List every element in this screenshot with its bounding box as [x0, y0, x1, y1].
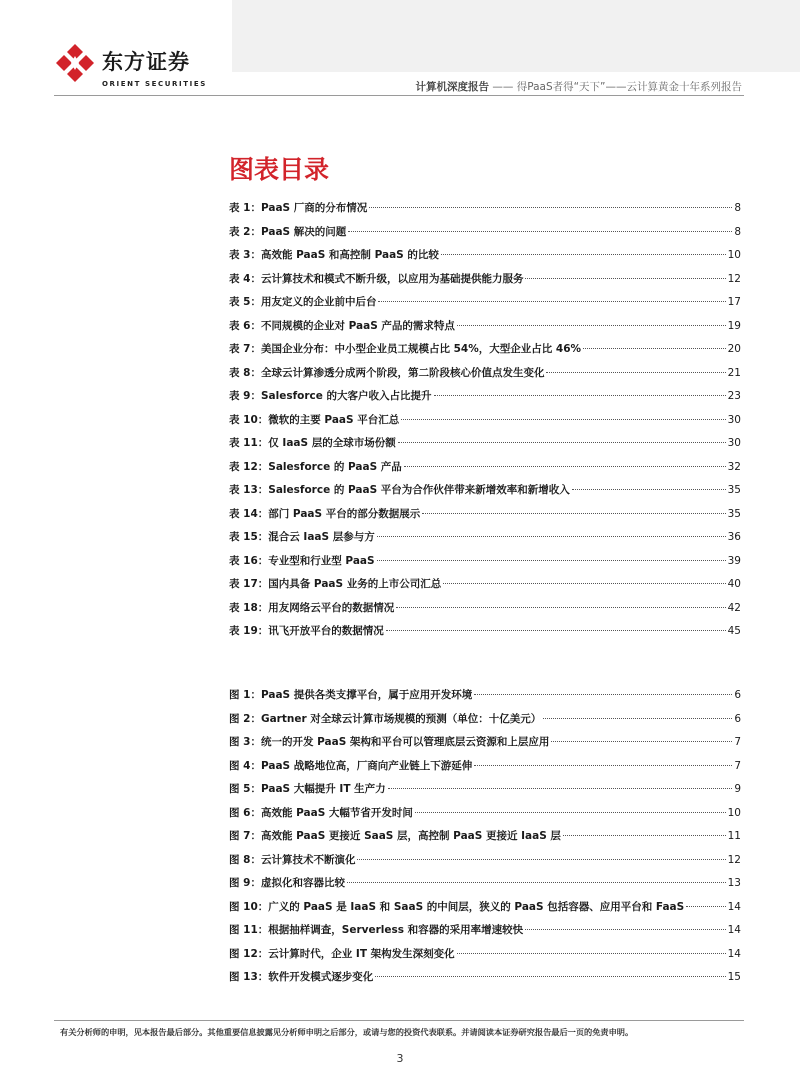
toc-entry-page: 17 — [727, 296, 741, 308]
toc-entry-label: 表 5：用友定义的企业前中后台 — [229, 296, 377, 308]
dot-leader — [415, 812, 726, 813]
toc-entry-page: 23 — [727, 390, 741, 402]
dot-leader — [386, 630, 726, 631]
dot-leader — [441, 254, 726, 255]
table-toc-entry[interactable] — [229, 412, 741, 436]
table-list — [229, 200, 741, 647]
dot-leader — [369, 207, 732, 208]
toc-entry-label: 图 4：PaaS 战略地位高，厂商向产业链上下游延伸 — [229, 759, 473, 772]
dot-leader — [348, 231, 732, 232]
toc-entry-page: 36 — [727, 531, 741, 543]
toc-entry-label: 图 7：高效能 PaaS 更接近 SaaS 层，高控制 PaaS 更接近 IaaS 层 — [229, 830, 561, 842]
figure-toc-entry[interactable] — [229, 781, 741, 805]
toc-entry-page: 45 — [727, 625, 741, 637]
toc-entry-label: 图 6：高效能 PaaS 大幅节省开发时间 — [229, 806, 413, 819]
toc-entry-label: 图 10：广义的 PaaS 是 IaaS 和 SaaS 的中间层，狭义的 PaaS 包括容器、应用平台和 FaaS — [229, 900, 685, 913]
table-toc-entry[interactable] — [229, 388, 741, 412]
toc-entry-page: 10 — [727, 806, 741, 819]
toc-entry-label: 图 1：PaaS 提供各类支撑平台，属于应用开发环境 — [229, 689, 473, 701]
table-toc-entry[interactable] — [229, 459, 741, 483]
toc-entry-label: 表 4：云计算技术和模式不断升级，以应用为基础提供能力服务 — [229, 272, 524, 285]
toc-entry-page: 8 — [734, 202, 741, 214]
dot-leader — [422, 513, 725, 514]
table-toc-entry[interactable] — [229, 576, 741, 600]
toc-entry-page: 8 — [734, 225, 741, 238]
toc-entry-page: 9 — [734, 783, 741, 795]
table-toc-entry[interactable] — [229, 341, 741, 365]
toc-entry-label: 图 8：云计算技术不断演化 — [229, 853, 356, 866]
dot-leader — [388, 788, 733, 789]
dot-leader — [434, 395, 726, 396]
toc-entry-page: 10 — [727, 249, 741, 261]
dot-leader — [457, 325, 726, 326]
dot-leader — [474, 694, 732, 695]
toc-entry-label: 图 9：虚拟化和容器比较 — [229, 877, 345, 889]
toc-entry-page: 42 — [727, 601, 741, 614]
toc-entry-page: 7 — [734, 759, 741, 772]
dot-leader — [401, 419, 725, 420]
figure-toc-entry[interactable] — [229, 852, 741, 876]
toc-entry-page: 7 — [734, 736, 741, 748]
dot-leader — [546, 372, 725, 373]
toc-entry-label: 表 19：讯飞开放平台的数据情况 — [229, 625, 384, 637]
toc-entry-page: 35 — [727, 484, 741, 496]
report-subtitle: —— 得PaaS者得“天下”——云计算黄金十年系列报告 — [492, 81, 742, 93]
dot-leader — [347, 882, 726, 883]
toc-entry-label: 表 7：美国企业分布：中小型企业员工规模占比 54%，大型企业占比 46% — [229, 343, 582, 355]
dot-leader — [686, 906, 725, 907]
report-type: 计算机深度报告 — [415, 81, 490, 93]
table-toc-entry[interactable] — [229, 224, 741, 248]
dot-leader — [543, 718, 732, 719]
toc-entry-page: 13 — [727, 877, 741, 889]
table-toc-entry[interactable] — [229, 200, 741, 224]
figure-toc-entry[interactable] — [229, 969, 741, 993]
figure-toc-entry[interactable] — [229, 711, 741, 735]
logo-chinese-name: 东方证券 — [102, 50, 190, 74]
dot-leader — [583, 348, 726, 349]
toc-entry-page: 35 — [727, 507, 741, 520]
dot-leader — [525, 929, 725, 930]
toc-entry-page: 12 — [727, 272, 741, 285]
figure-toc-entry[interactable] — [229, 828, 741, 852]
figure-list — [229, 687, 741, 993]
figure-toc-entry[interactable] — [229, 734, 741, 758]
logo-english-name: ORIENT SECURITIES — [102, 80, 207, 88]
dot-leader — [474, 765, 732, 766]
toc-entry-label: 表 10：微软的主要 PaaS 平台汇总 — [229, 413, 400, 426]
toc-entry-label: 表 9：Salesforce 的大客户收入占比提升 — [229, 390, 432, 402]
table-toc-entry[interactable] — [229, 482, 741, 506]
table-toc-entry[interactable] — [229, 600, 741, 624]
toc-entry-page: 14 — [727, 924, 741, 936]
table-toc-entry[interactable] — [229, 506, 741, 530]
toc-entry-label: 图 5：PaaS 大幅提升 IT 生产力 — [229, 783, 386, 795]
toc-entry-label: 图 2：Gartner 对全球云计算市场规模的预测（单位：十亿美元） — [229, 712, 542, 725]
toc-entry-page: 20 — [727, 343, 741, 355]
toc-entry-label: 表 13：Salesforce 的 PaaS 平台为合作伙伴带来新增效率和新增收入 — [229, 484, 570, 496]
toc-entry-label: 表 15：混合云 IaaS 层参与方 — [229, 531, 375, 543]
figure-toc-entry[interactable] — [229, 687, 741, 711]
table-toc-entry[interactable] — [229, 365, 741, 389]
dot-leader — [404, 466, 726, 467]
table-toc-entry[interactable] — [229, 435, 741, 459]
orient-logo-icon — [54, 42, 96, 84]
figure-toc-entry[interactable] — [229, 922, 741, 946]
toc-entry-page: 39 — [727, 554, 741, 567]
toc-entry-label: 表 1：PaaS 厂商的分布情况 — [229, 202, 368, 214]
toc-entry-page: 11 — [727, 830, 741, 842]
toc-entry-page: 6 — [734, 712, 741, 725]
toc-entry-page: 12 — [727, 853, 741, 866]
dot-leader — [551, 741, 732, 742]
toc-entry-label: 图 12：云计算时代，企业 IT 架构发生深刻变化 — [229, 947, 455, 960]
company-logo — [54, 40, 224, 96]
toc-entry-label: 表 17：国内具备 PaaS 业务的上市公司汇总 — [229, 578, 442, 590]
toc-entry-page: 21 — [727, 366, 741, 379]
dot-leader — [457, 953, 726, 954]
toc-entry-label: 表 16：专业型和行业型 PaaS — [229, 554, 375, 567]
dot-leader — [443, 583, 725, 584]
toc-entry-page: 32 — [727, 460, 741, 473]
toc-entry-label: 表 14：部门 PaaS 平台的部分数据展示 — [229, 507, 421, 520]
dot-leader — [357, 859, 725, 860]
dot-leader — [563, 835, 726, 836]
toc-entry-label: 表 12：Salesforce 的 PaaS 产品 — [229, 460, 402, 473]
figure-toc-entry[interactable] — [229, 946, 741, 970]
table-toc-entry[interactable] — [229, 294, 741, 318]
header-gray-band — [232, 0, 800, 72]
toc-entry-page: 30 — [727, 413, 741, 426]
toc-entry-page: 6 — [734, 689, 741, 701]
page-number: 3 — [396, 1052, 404, 1065]
toc-entry-label: 表 11：仅 IaaS 层的全球市场份额 — [229, 437, 396, 449]
table-toc-entry[interactable] — [229, 553, 741, 577]
toc-entry-label: 表 3：高效能 PaaS 和高控制 PaaS 的比较 — [229, 249, 439, 261]
table-toc-entry[interactable] — [229, 271, 741, 295]
table-toc-entry[interactable] — [229, 247, 741, 271]
toc-entry-page: 15 — [727, 971, 741, 983]
figure-toc-entry[interactable] — [229, 875, 741, 899]
toc-entry-page: 40 — [727, 578, 741, 590]
dot-leader — [572, 489, 726, 490]
figure-toc-entry[interactable] — [229, 758, 741, 782]
footer-disclaimer: 有关分析师的申明，见本报告最后部分。其他重要信息披露见分析师申明之后部分，或请与您的投资代表联系。并请阅读本证券研究报告最后一页的免责申明。 — [60, 1027, 634, 1037]
toc-entry-label: 表 2：PaaS 解决的问题 — [229, 225, 347, 238]
report-header-title — [416, 79, 742, 94]
table-toc-entry[interactable] — [229, 529, 741, 553]
toc-entry-label: 表 18：用友网络云平台的数据情况 — [229, 601, 395, 614]
header-divider — [54, 95, 744, 96]
toc-entry-page: 14 — [727, 900, 741, 913]
toc-entry-label: 图 13：软件开发模式逐步变化 — [229, 971, 374, 983]
toc-entry-page: 30 — [727, 437, 741, 449]
toc-entry-label: 图 11：根据抽样调查，Serverless 和容器的采用率增速较快 — [229, 924, 524, 936]
dot-leader — [525, 278, 725, 279]
toc-title: 图表目录 — [229, 155, 330, 184]
toc-entry-label: 图 3：统一的开发 PaaS 架构和平台可以管理底层云资源和上层应用 — [229, 736, 550, 748]
dot-leader — [377, 536, 726, 537]
toc-entry-page: 14 — [727, 947, 741, 960]
toc-entry-label: 表 8：全球云计算渗透分成两个阶段，第二阶段核心价值点发生变化 — [229, 366, 545, 379]
toc-entry-label: 表 6：不同规模的企业对 PaaS 产品的需求特点 — [229, 319, 455, 332]
dot-leader — [396, 607, 725, 608]
figure-toc-entry[interactable] — [229, 899, 741, 923]
dot-leader — [377, 560, 726, 561]
dot-leader — [375, 976, 725, 977]
table-toc-entry[interactable] — [229, 623, 741, 647]
dot-leader — [378, 301, 725, 302]
toc-entry-page: 19 — [727, 319, 741, 332]
table-toc-entry[interactable] — [229, 318, 741, 342]
footer-divider — [54, 1020, 744, 1021]
dot-leader — [398, 442, 726, 443]
figure-toc-entry[interactable] — [229, 805, 741, 829]
